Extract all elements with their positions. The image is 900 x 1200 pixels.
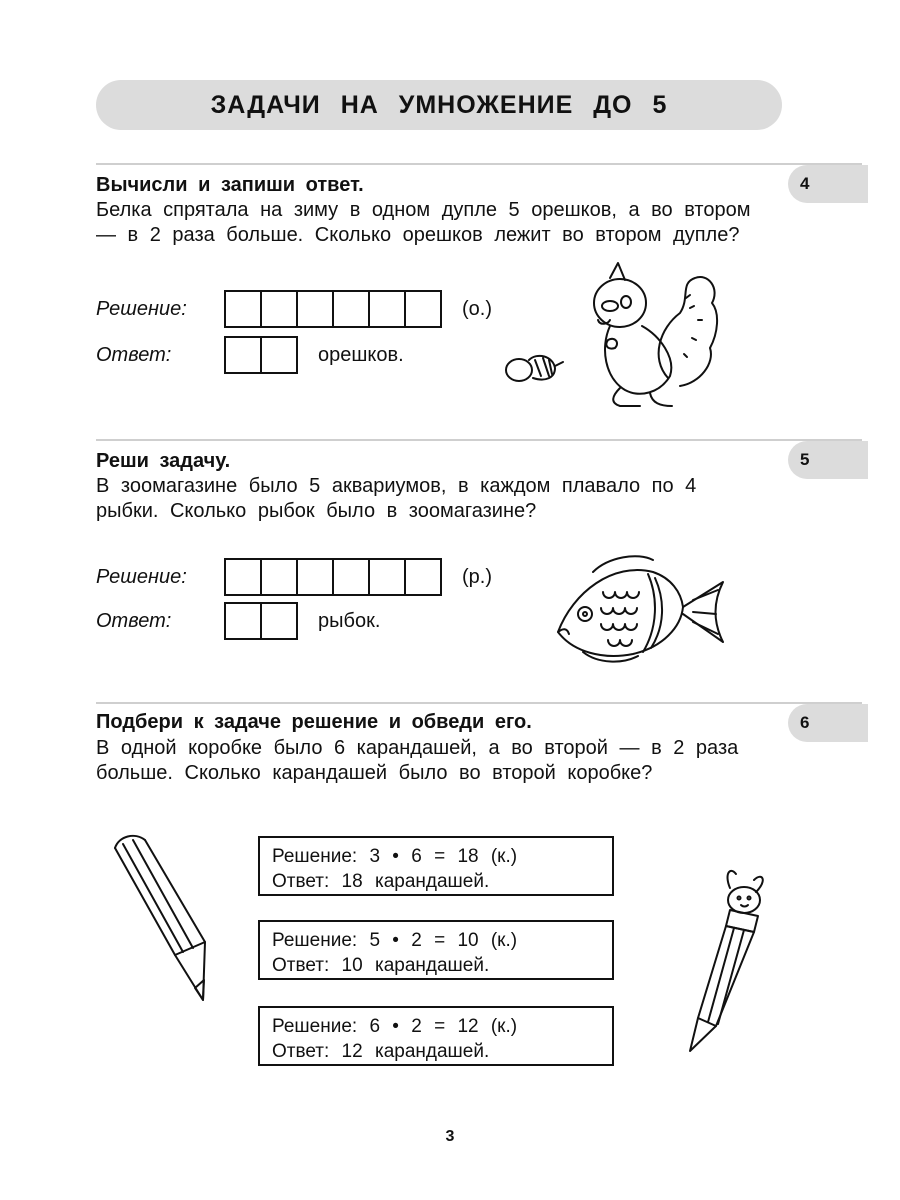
answer-cell[interactable] bbox=[334, 560, 370, 594]
solution-unit: (о.) bbox=[462, 298, 492, 320]
answer-cell[interactable] bbox=[262, 292, 298, 326]
squirrel-icon bbox=[580, 258, 730, 413]
fish-icon bbox=[553, 552, 728, 667]
task-heading: Вычисли и запиши ответ. bbox=[96, 174, 364, 196]
answer-cell[interactable] bbox=[262, 560, 298, 594]
task-text: Белка спрятала на зиму в одном дупле 5 орешков, а во втором — в 2 раза больше. Сколько орешков лежит во втором дупле? bbox=[96, 199, 751, 246]
answer-cell[interactable] bbox=[298, 292, 334, 326]
answer-label: Ответ: bbox=[96, 610, 172, 632]
task-divider bbox=[96, 163, 862, 165]
answer-cells[interactable] bbox=[224, 602, 298, 640]
acorn-icon bbox=[503, 348, 565, 386]
solution-option[interactable] bbox=[258, 1006, 614, 1066]
task-divider bbox=[96, 439, 862, 441]
task-heading: Реши задачу. bbox=[96, 450, 231, 472]
option-solution: Решение: 5 • 2 = 10 (к.) bbox=[272, 930, 518, 951]
answer-cell[interactable] bbox=[226, 292, 262, 326]
task-number-badge: 5 bbox=[788, 441, 868, 479]
task-divider bbox=[96, 702, 862, 704]
answer-label: Ответ: bbox=[96, 344, 172, 366]
answer-cell[interactable] bbox=[406, 560, 440, 594]
solution-cells[interactable] bbox=[224, 558, 442, 596]
option-solution: Решение: 3 • 6 = 18 (к.) bbox=[272, 846, 518, 867]
answer-cell[interactable] bbox=[226, 604, 262, 638]
pencil-icon bbox=[105, 830, 215, 1005]
answer-cell[interactable] bbox=[334, 292, 370, 326]
page-title: ЗАДАЧИ НА УМНОЖЕНИЕ ДО 5 bbox=[210, 90, 668, 119]
answer-cell[interactable] bbox=[262, 604, 296, 638]
option-answer: Ответ: 12 карандашей. bbox=[272, 1041, 490, 1062]
answer-cell[interactable] bbox=[226, 338, 262, 372]
answer-cell[interactable] bbox=[370, 292, 406, 326]
solution-label: Решение: bbox=[96, 566, 187, 588]
answer-cells[interactable] bbox=[224, 336, 298, 374]
answer-cell[interactable] bbox=[370, 560, 406, 594]
bunny-pencil-icon bbox=[686, 866, 776, 1056]
task-number-badge: 4 bbox=[788, 165, 868, 203]
answer-cell[interactable] bbox=[226, 560, 262, 594]
solution-cells[interactable] bbox=[224, 290, 442, 328]
answer-cell[interactable] bbox=[262, 338, 296, 372]
option-answer: Ответ: 10 карандашей. bbox=[272, 955, 490, 976]
page-number: 3 bbox=[445, 1128, 455, 1145]
title-bar bbox=[96, 80, 782, 130]
option-solution: Решение: 6 • 2 = 12 (к.) bbox=[272, 1016, 518, 1037]
answer-unit: орешков. bbox=[318, 344, 404, 366]
solution-option[interactable] bbox=[258, 920, 614, 980]
solution-option[interactable] bbox=[258, 836, 614, 896]
task-heading: Подбери к задаче решение и обведи его. bbox=[96, 711, 532, 733]
option-answer: Ответ: 18 карандашей. bbox=[272, 871, 490, 892]
task-number-badge: 6 bbox=[788, 704, 868, 742]
answer-cell[interactable] bbox=[406, 292, 440, 326]
answer-unit: рыбок. bbox=[318, 610, 381, 632]
answer-cell[interactable] bbox=[298, 560, 334, 594]
solution-label: Решение: bbox=[96, 298, 187, 320]
task-text: В зоомагазине было 5 аквариумов, в каждом плавало по 4 рыбки. Сколько рыбок было в зоомагазине? bbox=[96, 475, 697, 522]
solution-unit: (р.) bbox=[462, 566, 492, 588]
task-text: В одной коробке было 6 карандашей, а во второй — в 2 раза больше. Сколько карандашей было во второй коробке? bbox=[96, 737, 739, 784]
